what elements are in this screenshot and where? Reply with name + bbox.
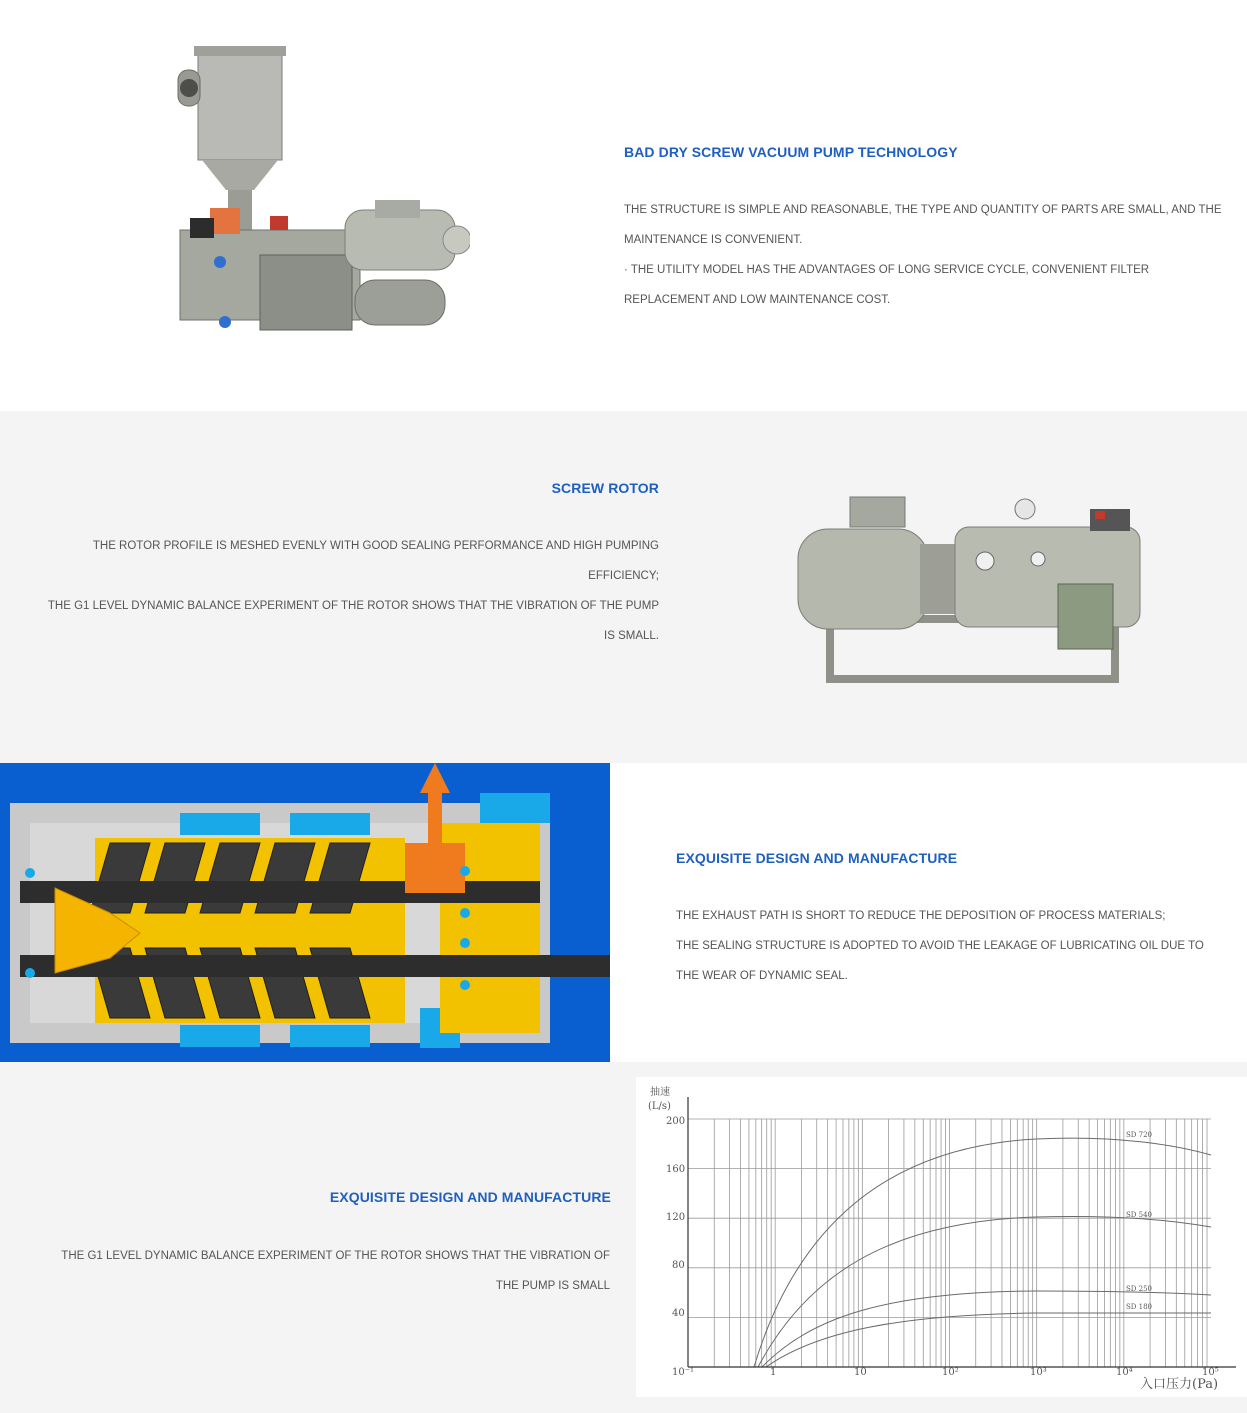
x-tick-label: 1 [770,1367,777,1378]
screw-vacuum-pump-image [790,489,1150,689]
section-technology [0,0,1247,411]
y-tick-label: 120 [666,1212,686,1223]
description-line: THE G1 LEVEL DYNAMIC BALANCE EXPERIMENT OF THE ROTOR SHOWS THAT THE VIBRATION OF THE PUMP IS SMALL. [47,600,659,642]
x-tick-label: 10 [854,1367,867,1378]
description-line: THE STRUCTURE IS SIMPLE AND REASONABLE, THE TYPE AND QUANTITY OF PARTS ARE SMALL, AND THE MAINTENANCE IS CONVENIENT. [624,204,1222,246]
y-axis-unit: (L/s) [648,1101,671,1112]
y-axis-label: 抽速 [650,1087,670,1098]
section-description [40,1241,610,1301]
description-line: · THE UTILITY MODEL HAS THE ADVANTAGES OF LONG SERVICE CYCLE, CONVENIENT FILTER REPLACEMENT AND LOW MAINTENANCE COST. [624,264,1150,306]
description-line: THE ROTOR PROFILE IS MESHED EVENLY WITH GOOD SEALING PERFORMANCE AND HIGH PUMPING EFFICIENCY; [92,540,659,582]
y-tick-label: 40 [672,1308,685,1319]
section-heading: EXQUISITE DESIGN AND MANUFACTURE [676,850,958,866]
description-line: THE EXHAUST PATH IS SHORT TO REDUCE THE DEPOSITION OF PROCESS MATERIALS; [676,910,1166,922]
series-label: SD 180 [1126,1303,1152,1311]
y-tick-label: 80 [672,1260,685,1271]
description-line: THE G1 LEVEL DYNAMIC BALANCE EXPERIMENT OF THE ROTOR SHOWS THAT THE VIBRATION OF THE PUMP IS SMALL [61,1250,610,1292]
section-design-manufacture [0,763,1247,1062]
section-pumping-curve [0,1062,1247,1413]
description-line: THE SEALING STRUCTURE IS ADOPTED TO AVOID THE LEAKAGE OF LUBRICATING OIL DUE TO THE WEAR OF DYNAMIC SEAL. [676,940,1204,982]
x-tick-label: 10² [942,1367,959,1378]
section-description [676,901,1226,991]
screw-rotor-cross-section-diagram [0,763,610,1062]
section-heading: SCREW ROTOR [551,480,659,496]
section-heading: BAD DRY SCREW VACUUM PUMP TECHNOLOGY [624,144,958,160]
series-label: SD 720 [1126,1131,1152,1139]
pumping-speed-curve-chart [636,1077,1247,1397]
series-label: SD 540 [1126,1211,1152,1219]
y-tick-label: 200 [666,1116,686,1127]
x-tick-label: 10³ [1030,1367,1047,1378]
x-tick-label: 10⁻¹ [672,1367,695,1378]
x-tick-label: 10⁵ [1202,1367,1219,1378]
section-screw-rotor [0,411,1247,763]
x-axis-label: 入口压力(Pa) [1140,1377,1219,1392]
section-heading: EXQUISITE DESIGN AND MANUFACTURE [329,1189,611,1205]
section-description [624,195,1224,315]
vacuum-pump-with-filter-image [170,40,470,340]
y-tick-label: 160 [666,1164,686,1175]
series-label: SD 250 [1126,1285,1152,1293]
section-description [40,531,659,651]
x-tick-label: 10⁴ [1116,1367,1133,1378]
